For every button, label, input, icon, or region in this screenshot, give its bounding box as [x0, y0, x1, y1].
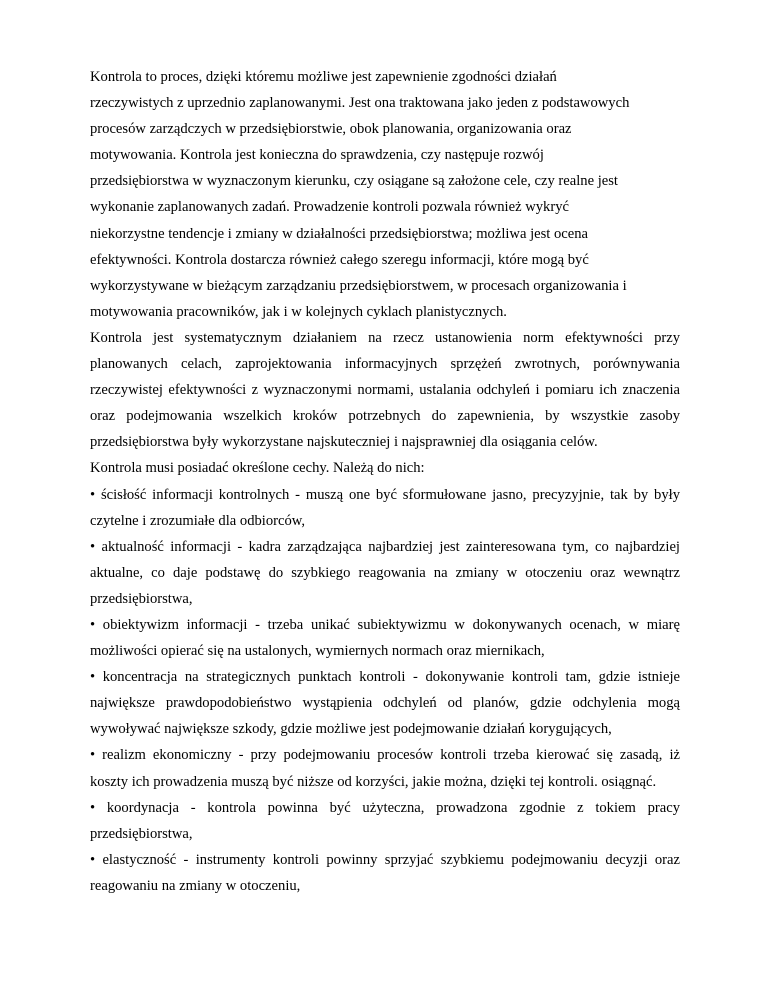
intro-paragraph: [90, 64, 680, 325]
intro-line: wykonanie zaplanowanych zadań. Prowadzenie kontroli pozwala również wykryć: [90, 199, 569, 216]
feature-item: • obiektywizm informacji - trzeba unikać subiektywizmu w dokonywanych ocenach, w miarę możliwości opierać się na ustalonych, wymiernych normach oraz miernikach,: [90, 616, 680, 660]
feature-item: • koncentracja na strategicznych punktach kontroli - dokonywanie kontroli tam, gdzie istnieje największe prawdopodobieństwo wystąpienia odchyleń od planów, gdzie odchylenia mogą wywoływać największe szkody, gdzie możliwe jest podejmowanie działań korygujących,: [90, 669, 680, 738]
feature-item: • koordynacja - kontrola powinna być użyteczna, prowadzona zgodnie z tokiem pracy przedsiębiorstwa,: [90, 799, 680, 842]
intro-line: rzeczywistych z uprzednio zaplanowanymi. Jest ona traktowana jako jeden z podstawowych: [90, 95, 630, 112]
intro-line: procesów zarządczych w przedsiębiorstwie, obok planowania, organizowania oraz: [90, 121, 572, 138]
intro-line: wykorzystywane w bieżącym zarządzaniu przedsiębiorstwem, w procesach organizowania i: [90, 277, 627, 294]
feature-item: • realizm ekonomiczny - przy podejmowaniu procesów kontroli trzeba kierować się zasadą, iż koszty ich prowadzenia muszą być niższe od korzyści, jakie można, dzięki tej kontroli. osiągnąć.: [90, 747, 680, 790]
feature-item: • ścisłość informacji kontrolnych - muszą one być sformułowane jasno, precyzyjnie, tak by były czytelne i zrozumiałe dla odbiorców,: [90, 486, 680, 529]
feature-item: • elastyczność - instrumenty kontroli powinny sprzyjać szybkiemu podejmowaniu decyzji oraz reagowaniu na zmiany w otoczeniu,: [90, 851, 680, 894]
intro-line: Kontrola to proces, dzięki któremu możliwe jest zapewnienie zgodności działań: [90, 69, 557, 85]
intro-line: motywowania pracowników, jak i w kolejnych cyklach planistycznych.: [90, 303, 507, 320]
intro-line: niekorzystne tendencje i zmiany w działalności przedsiębiorstwa; możliwa jest ocena: [90, 225, 589, 242]
feature-item: • aktualność informacji - kadra zarządzająca najbardziej jest zainteresowana tym, co najbardziej aktualne, co daje podstawę do szybkiego reagowania na zmiany w otoczeniu oraz wewnątrz przedsiębiorstwa,: [90, 538, 680, 607]
intro-line: motywowania. Kontrola jest konieczna do sprawdzenia, czy następuje rozwój: [90, 147, 544, 164]
definition-paragraph: Kontrola jest systematycznym działaniem na rzecz ustanowienia norm efektywności przy planowanych celach, zaprojektowania informacyjnych sprzężeń zwrotnych, porównywania rzeczywistej efektywności z wyznaczonymi normami, ustalania odchyleń i pomiaru ich znaczenia oraz podejmowania wszelkich kroków potrzebnych do zapewnienia, by wszystkie zasoby przedsiębiorstwa były wykorzystane najskuteczniej i najsprawniej dla osiągania celów.: [90, 329, 680, 451]
intro-line: przedsiębiorstwa w wyznaczonym kierunku, czy osiągane są założone cele, czy realne jest: [90, 173, 618, 190]
document-page: [90, 64, 680, 899]
features-intro: Kontrola musi posiadać określone cechy. Należą do nich:: [90, 460, 425, 477]
intro-line: efektywności. Kontrola dostarcza również całego szeregu informacji, które mogą być: [90, 251, 589, 268]
